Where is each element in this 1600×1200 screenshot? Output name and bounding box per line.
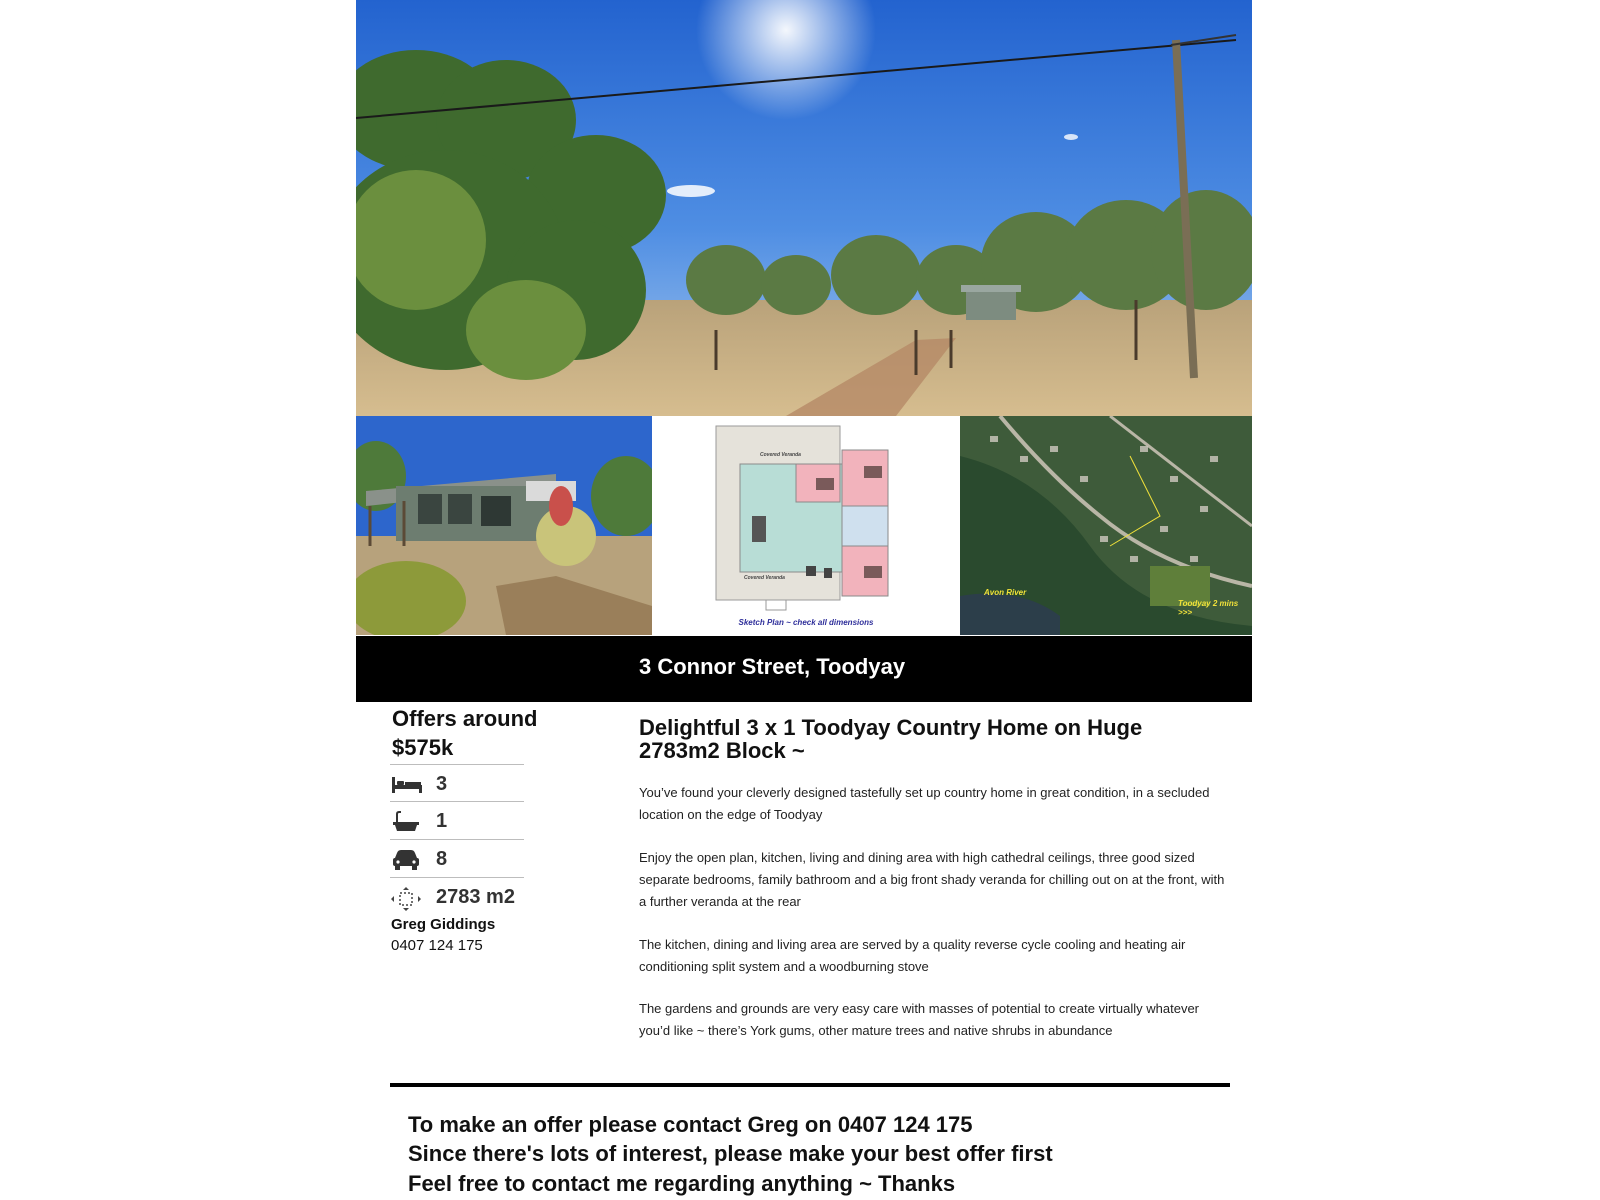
price: Offers around $575k — [392, 706, 538, 760]
floor-plan — [656, 416, 956, 635]
plan-label-bottom: Covered Veranda — [744, 575, 785, 581]
description-paragraph-3: The kitchen, dining and living area are served by a quality reverse cycle cooling and heating air conditioning split system and a woodburning stove — [639, 937, 1186, 974]
description-paragraph-1: You’ve found your cleverly designed tastefully set up country home in great condition, in a secluded location on the edge of Toodyay — [639, 785, 1210, 822]
car-icon — [391, 849, 421, 871]
floor-plan-drawing — [656, 416, 956, 635]
bathrooms-count: 1 — [436, 810, 448, 832]
plan-caption: Sketch Plan ~ check all dimensions — [738, 618, 874, 627]
bedrooms-count: 3 — [436, 773, 448, 795]
house-photo — [356, 416, 652, 635]
house-photo-illustration — [356, 416, 652, 635]
map-label-river: Avon River — [984, 588, 1027, 597]
footer-divider — [390, 1083, 1230, 1087]
cta-line-1: To make an offer please contact Greg on 0407 124 175 — [408, 1112, 973, 1137]
agent-phone[interactable]: 0407 124 175 — [391, 937, 483, 954]
bath-icon — [391, 811, 423, 833]
description-paragraph-4: The gardens and grounds are very easy care with masses of potential to create virtually whatever you’d like ~ there’s York gums, other mature trees and native shrubs in abundance — [639, 1001, 1200, 1038]
feature-parking — [390, 839, 524, 877]
hero-photo-illustration — [356, 0, 1252, 416]
hero-photo — [356, 0, 1252, 416]
feature-bathrooms — [390, 801, 524, 839]
property-address: 3 Connor Street, Toodyay — [639, 654, 906, 679]
address-banner — [356, 636, 1252, 702]
thumbnail-strip — [356, 416, 1252, 636]
description-paragraph-2: Enjoy the open plan, kitchen, living and dining area with high cathedral ceilings, three good sized separate bedrooms, family bathroom and a big front shady veranda for chilling out on at the front, with a further veranda at the rear — [639, 850, 1225, 909]
map-label-town: Toodyay 2 mins >>> — [1178, 599, 1239, 617]
plan-label-top: Covered Veranda — [760, 452, 801, 458]
parking-count: 8 — [436, 848, 448, 870]
cta-line-2: Since there's lots of interest, please make your best offer first — [408, 1141, 1053, 1166]
feature-land-size — [390, 877, 524, 915]
bed-icon — [391, 774, 423, 794]
feature-bedrooms — [390, 764, 524, 802]
aerial-map — [960, 416, 1252, 635]
land-size-value: 2783 m2 — [436, 886, 515, 908]
cta-line-3: Feel free to contact me regarding anything ~ Thanks — [408, 1171, 956, 1196]
agent-name: Greg Giddings — [391, 916, 496, 933]
listing-headline: Delightful 3 x 1 Toodyay Country Home on Huge 2783m2 Block ~ — [639, 715, 1143, 763]
land-size-icon — [391, 887, 421, 911]
